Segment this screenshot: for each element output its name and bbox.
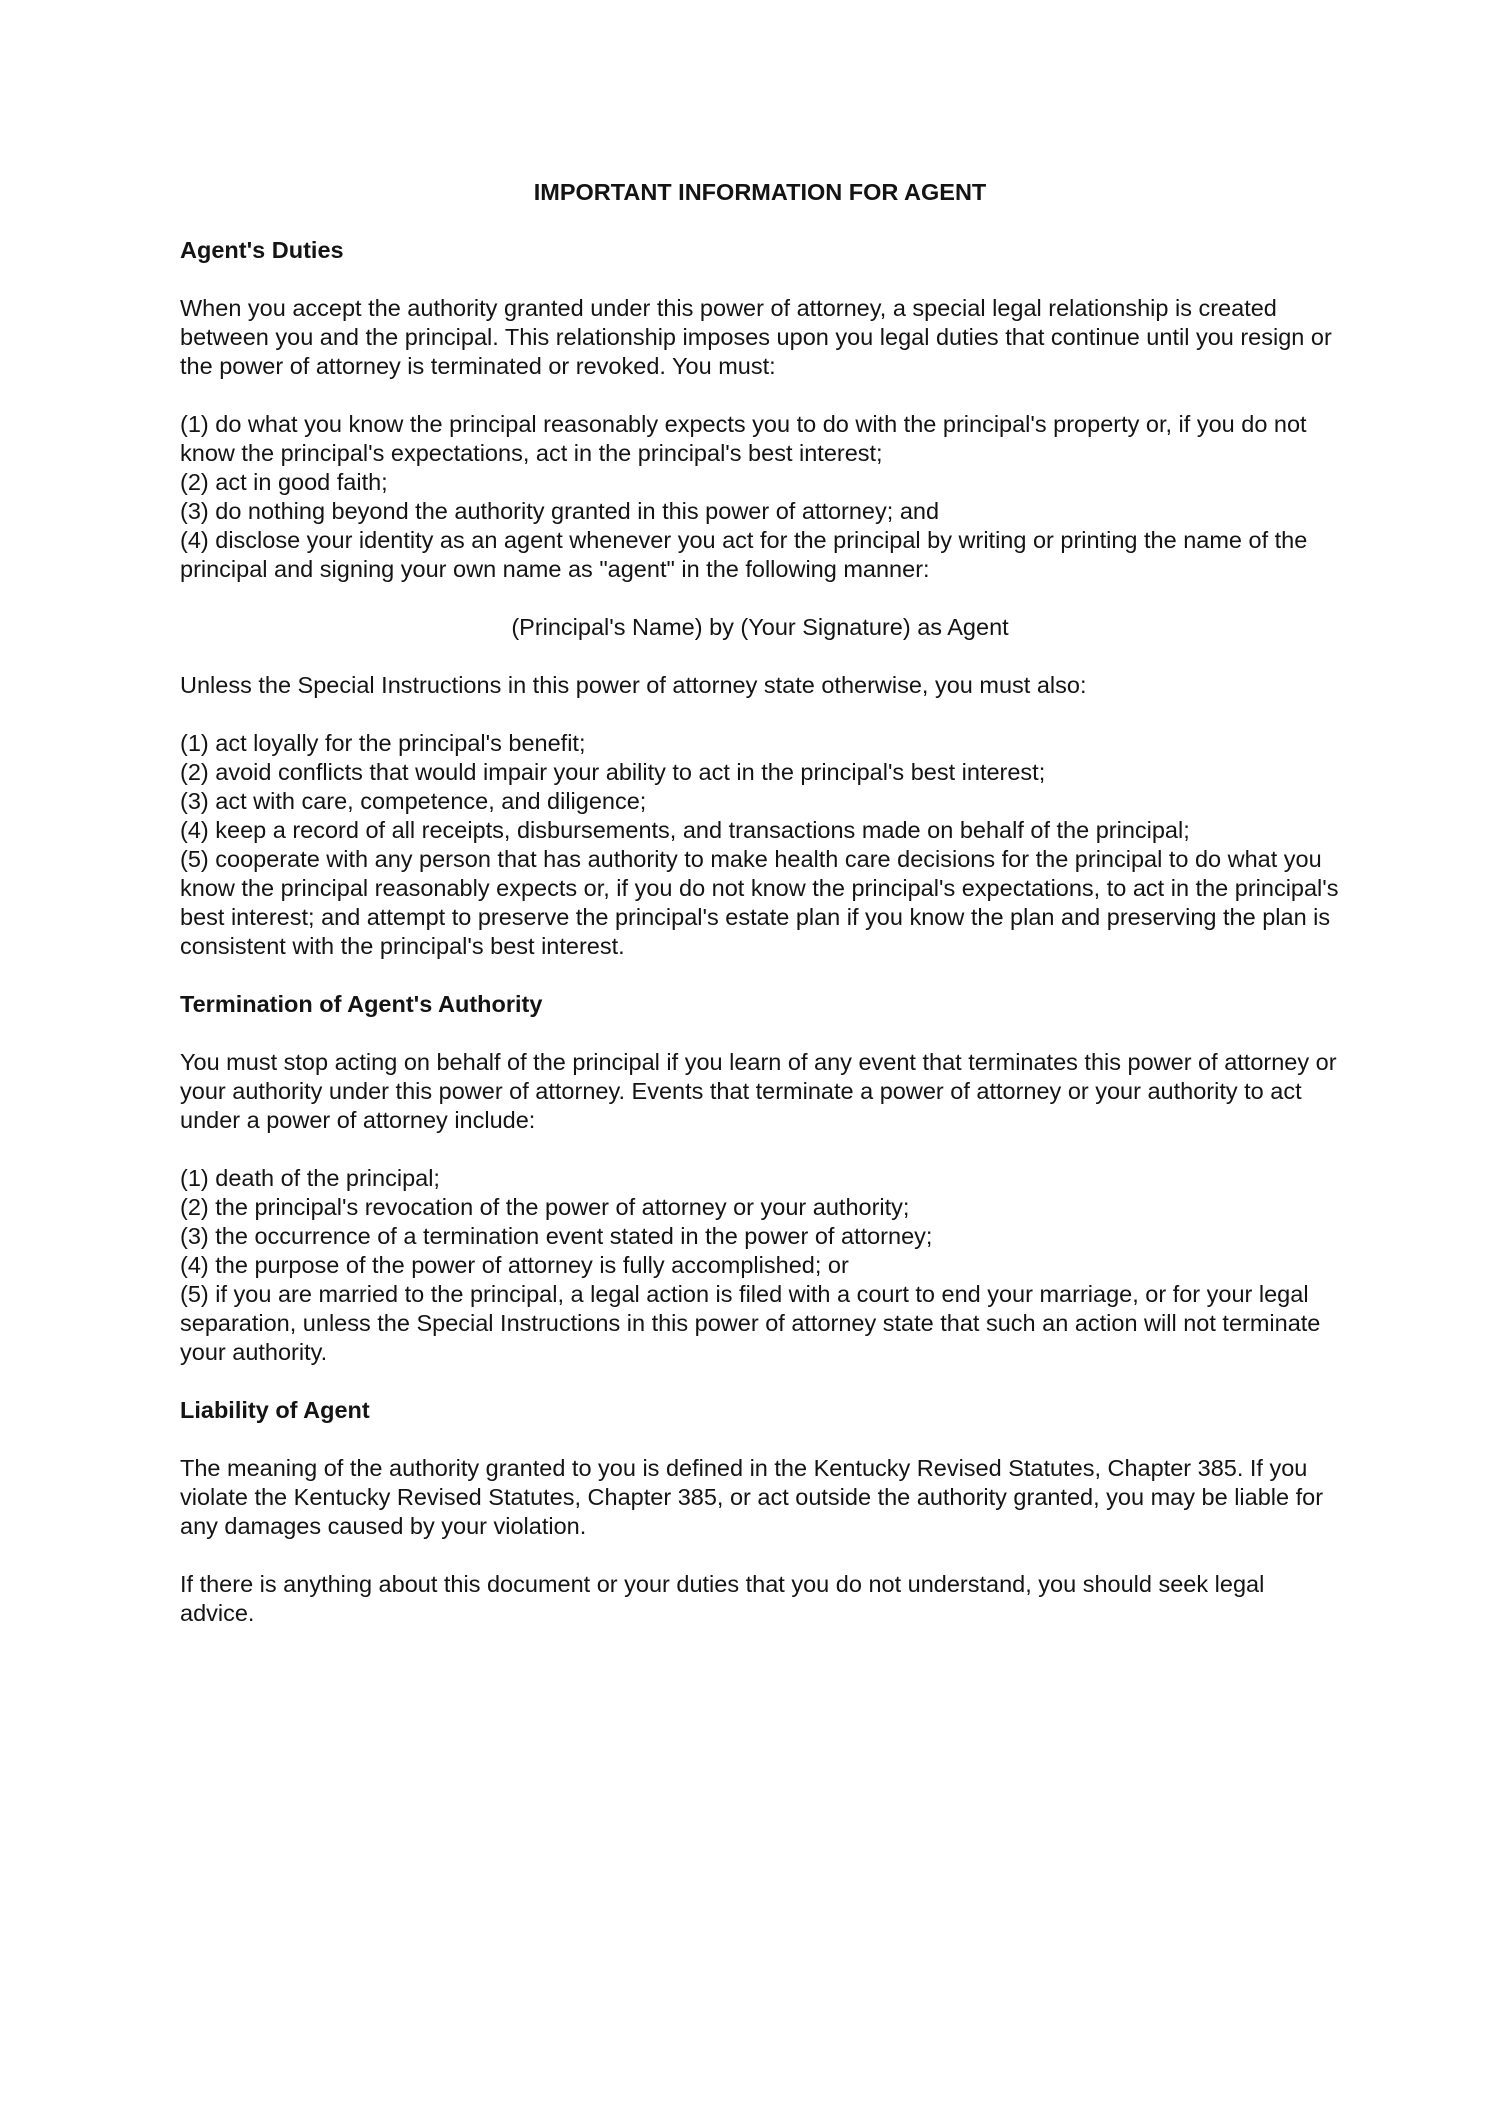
section-heading-liability: Liability of Agent [180,1397,370,1423]
section-heading-termination: Termination of Agent's Authority [180,991,543,1017]
list-item: (4) keep a record of all receipts, disbursements, and transactions made on behalf of the principal; [180,817,1190,843]
section-agents-duties [180,236,1340,961]
list-item: (5) cooperate with any person that has authority to make health care decisions for the principal to do what you know the principal reasonably expects or, if you do not know the principal's expectations, to act in the principal's best interest; and attempt to preserve the principal's estate plan if you know the plan and preserving the plan is consistent with the principal's best interest. [180,846,1339,959]
list-item: (2) avoid conflicts that would impair your ability to act in the principal's best interest; [180,759,1046,785]
list-item: (1) death of the principal; [180,1165,440,1191]
list-item: (5) if you are married to the principal, a legal action is filed with a court to end your marriage, or for your legal separation, unless the Special Instructions in this power of attorney state that such an action will not terminate your authority. [180,1281,1321,1365]
termination-intro-paragraph: You must stop acting on behalf of the principal if you learn of any event that terminates this power of attorney or your authority under this power of attorney. Events that terminate a power of attorney or your authority to act under a power of attorney include: [180,1049,1337,1133]
list-item: (3) the occurrence of a termination event stated in the power of attorney; [180,1223,933,1249]
termination-events-list [180,1164,1340,1367]
duties-also-list [180,729,1340,961]
list-item: (3) act with care, competence, and diligence; [180,788,647,814]
duties-also-intro: Unless the Special Instructions in this power of attorney state otherwise, you must also: [180,672,1087,698]
section-heading-duties: Agent's Duties [180,237,344,263]
duties-intro-paragraph: When you accept the authority granted under this power of attorney, a special legal relationship is created between you and the principal. This relationship imposes upon you legal duties that continue until you resign or the power of attorney is terminated or revoked. You must: [180,295,1332,379]
document-title: IMPORTANT INFORMATION FOR AGENT [533,179,987,205]
list-item: (4) the purpose of the power of attorney is fully accomplished; or [180,1252,849,1278]
list-item: (2) act in good faith; [180,469,388,495]
legal-advice-paragraph: If there is anything about this document or your duties that you do not understand, you should seek legal advice. [180,1571,1265,1626]
section-termination [180,990,1340,1367]
list-item: (1) act loyally for the principal's benefit; [180,730,586,756]
list-item: (4) disclose your identity as an agent whenever you act for the principal by writing or printing the name of the principal and signing your own name as "agent" in the following manner: [180,527,1308,582]
document-page [180,178,1340,1657]
list-item: (1) do what you know the principal reasonably expects you to do with the principal's property or, if you do not know the principal's expectations, act in the principal's best interest; [180,411,1307,466]
liability-paragraph: The meaning of the authority granted to you is defined in the Kentucky Revised Statutes, Chapter 385. If you violate the Kentucky Revised Statutes, Chapter 385, or act outside the authority granted, you may be liable for any damages caused by your violation. [180,1455,1324,1539]
signature-format-line: (Principal's Name) by (Your Signature) as Agent [511,614,1009,640]
section-liability [180,1396,1340,1628]
list-item: (3) do nothing beyond the authority granted in this power of attorney; and [180,498,940,524]
duties-must-list [180,410,1340,584]
list-item: (2) the principal's revocation of the power of attorney or your authority; [180,1194,910,1220]
